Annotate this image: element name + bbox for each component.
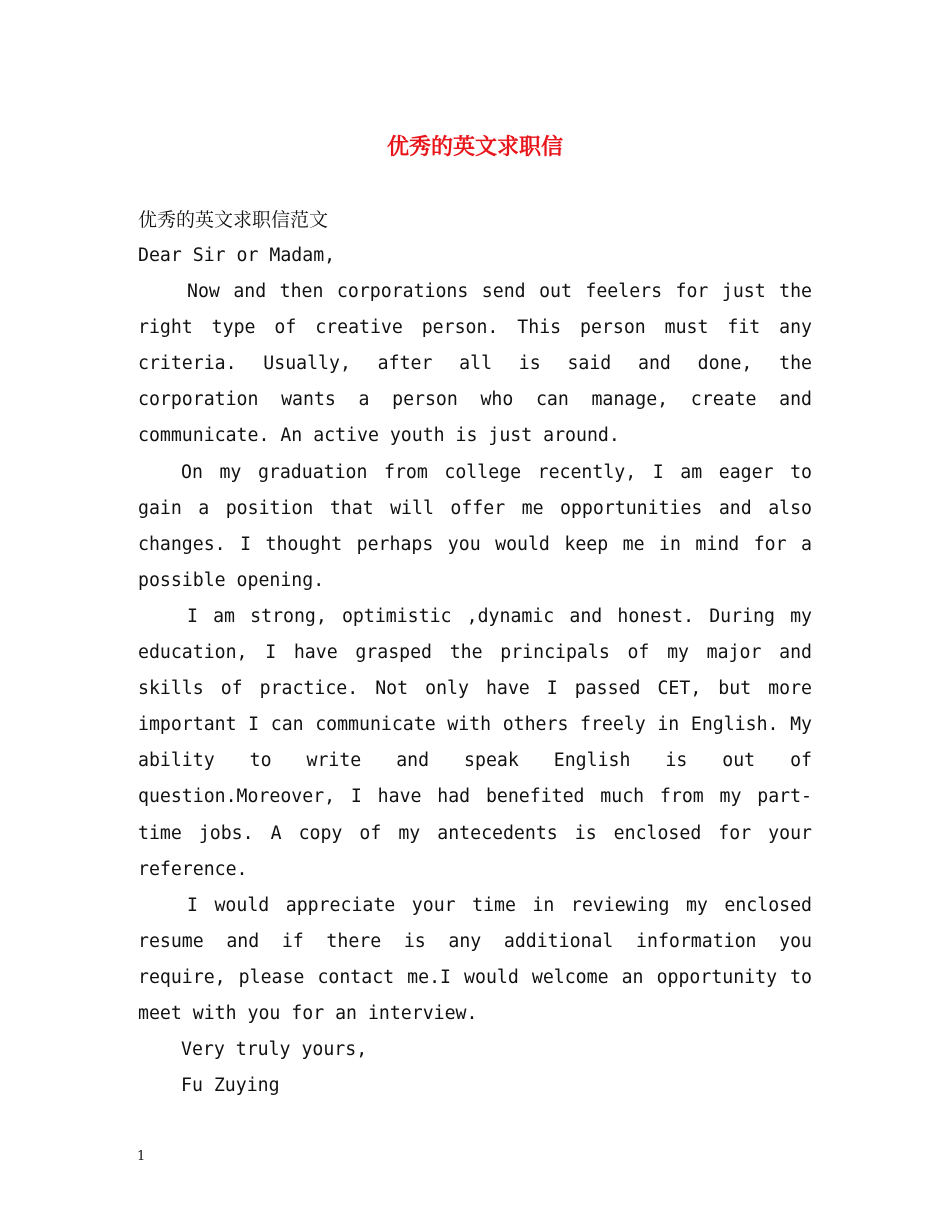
- paragraph-2: On my graduation from college recently, I am eager to gain a position that will offer me opportunities and also changes. I thought perhaps you would keep me in mind for a possible opening.: [138, 461, 812, 591]
- salutation: Dear Sir or Madam,: [138, 245, 336, 266]
- document-title: 优秀的英文求职信: [386, 134, 563, 160]
- page-number: 1: [137, 1149, 146, 1164]
- signature: Fu Zuying: [181, 1075, 280, 1097]
- document-subtitle: 优秀的英文求职信范文: [138, 209, 329, 231]
- paragraph-1: Now and then corporations send out feelers for just the right type of creative person. This person must fit any criteria. Usually, after all is said and done, the corporation wants a person who can manage, create and communicate. An active youth is just around.: [138, 281, 812, 447]
- paragraph-3: I am strong, optimistic ,dynamic and honest. During my education, I have grasped the principals of my major and skills of practice. Not only have I passed CET, but more important I can communicate with others freely in English. My ability to write and speak English is out of question.Moreover, I have had benefited much from my part-time jobs. A copy of my antecedents is enclosed for your reference.: [138, 605, 812, 880]
- document-body: [138, 202, 812, 1104]
- closing-line: Very truly yours,: [181, 1039, 368, 1061]
- paragraph-4: I would appreciate your time in reviewing my enclosed resume and if there is any additional information you require, please contact me.I would welcome an opportunity to meet with you for an interview.: [138, 894, 812, 1024]
